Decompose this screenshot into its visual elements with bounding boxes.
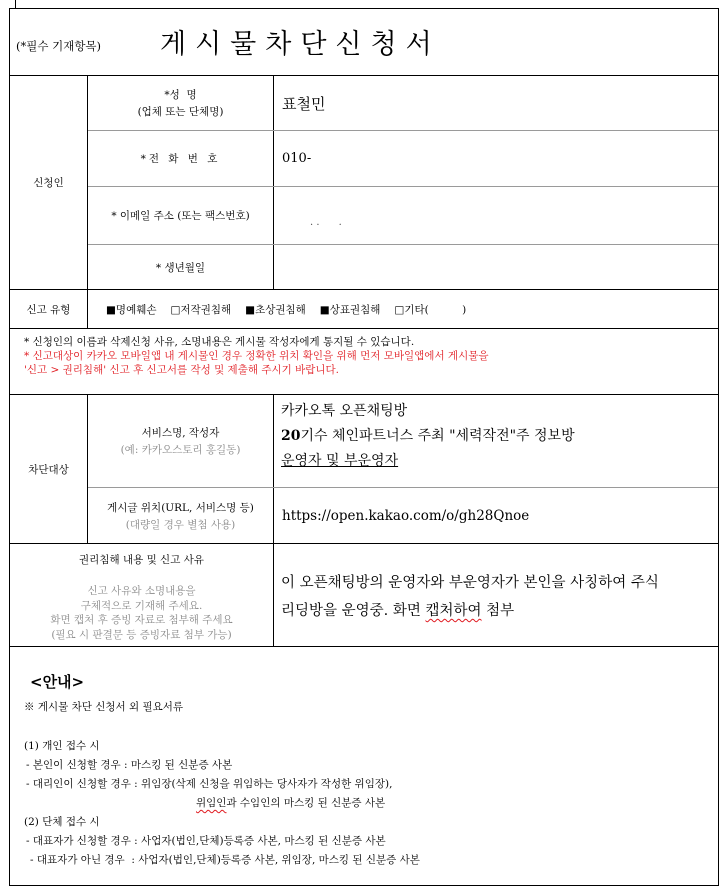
birthdate-field[interactable] (282, 245, 712, 289)
service-line: 운영자 및 부운영자 (281, 453, 399, 469)
guide-item: 위임인과 수임인의 마스킹 된 신분증 사본 (196, 797, 386, 809)
option-defamation[interactable]: ■명예훼손 (106, 303, 157, 316)
email-field[interactable]: · · · (310, 220, 342, 231)
service-label: 서비스명, 작성자 (예: 카카오스토리 홍길동) (120, 427, 241, 456)
phone-label: *전 화 번 호 (140, 153, 221, 165)
divider (273, 395, 274, 543)
divider (10, 328, 718, 329)
email-label: * 이메일 주소 (또는 팩스번호) (111, 210, 250, 222)
report-type-options (106, 290, 706, 328)
target-section-label: 차단대상 (28, 463, 69, 476)
required-note: (*필수 기재항목) (16, 39, 102, 53)
guide-item: - 본인이 신청할 경우 : 마스킹 된 신분증 사본 (26, 759, 233, 771)
birthdate-label: * 생년월일 (155, 261, 206, 274)
guide-block (24, 671, 714, 871)
reason-hint: 신고 사유와 소명내용을 구체적으로 기재해 주세요. 화면 캡처 후 증빙 자료로 첨부해 주세요 (필요 시 판결문 등 증빙자료 첨부 가능) (50, 585, 233, 641)
reason-field[interactable] (281, 569, 714, 639)
divider (87, 290, 88, 328)
notice-line: * 신청인의 이름과 삭제신청 사유, 소명내용은 게시물 작성자에게 통지될 수 있습니다. (24, 336, 415, 348)
applicant-section-label: 신청인 (33, 177, 64, 189)
option-portrait-rights[interactable]: ■초상권침해 (245, 303, 306, 316)
phone-field[interactable]: 010- (282, 151, 312, 166)
service-field[interactable] (281, 399, 711, 485)
takedown-request-form (9, 8, 719, 886)
option-trademark[interactable]: ■상표권침해 (319, 303, 381, 316)
reason-line: 이 오픈채팅방의 운영자와 부운영자가 본인을 사칭하여 주식 (281, 575, 659, 591)
guide-section-title: (2) 단체 접수 시 (24, 816, 100, 828)
guide-item: - 대표자가 신청할 경우 : 사업자(법인,단체)등록증 사본, 마스킹 된 신분증 사본 (26, 835, 386, 847)
reason-line: 리딩방을 운영중. 화면 캡처하여 첨부 (281, 603, 515, 619)
name-field[interactable]: 표철민 (282, 94, 326, 113)
url-label: 게시글 위치(URL, 서비스명 등) (대량일 경우 별첨 사용) (107, 501, 254, 531)
divider (273, 544, 274, 646)
guide-title: <안내> (30, 673, 85, 691)
notice-warning-line: '신고 > 권리침해' 신고 후 신고서를 작성 및 제출해 주시기 바랍니다. (24, 364, 340, 376)
form-title: 게시물차단신청서 (160, 29, 441, 60)
service-line: 카카오톡 오픈채팅방 (281, 403, 408, 419)
text-cursor (15, 0, 16, 8)
notice-warning-line: * 신고대상이 카카오 모바일앱 내 게시물인 경우 정확한 위치 확인을 위해 먼저 모바일앱에서 게시물을 (24, 350, 489, 362)
form-header (10, 9, 718, 75)
guide-section-title: (1) 개인 접수 시 (24, 740, 100, 752)
divider (10, 646, 718, 647)
divider (273, 76, 274, 289)
report-type-label: 신고 유형 (26, 303, 71, 316)
service-line: 20기수 체인파트너스 주최 "세력작전"주 정보방 (281, 428, 575, 444)
option-other[interactable]: □기타( ) (394, 303, 467, 316)
url-field[interactable]: https://open.kakao.com/o/gh28Qnoe (282, 507, 530, 524)
name-label: *성 명 (업체 또는 단체명) (137, 89, 224, 118)
reason-label-cell (10, 544, 273, 646)
guide-subtitle: ※ 게시물 차단 신청서 외 필요서류 (24, 701, 184, 713)
notice-block (24, 335, 714, 395)
guide-item: - 대리인이 신청할 경우 : 위임장(삭제 신청을 위임하는 당사자가 작성한 위임장), (26, 778, 393, 790)
option-copyright[interactable]: □저작권침해 (170, 303, 232, 316)
reason-label: 권리침해 내용 및 신고 사유 (79, 554, 204, 566)
guide-item: - 대표자가 아닌 경우 : 사업자(법인,단체)등록증 사본, 위임장, 마스킹 된 신분증 사본 (30, 854, 420, 866)
